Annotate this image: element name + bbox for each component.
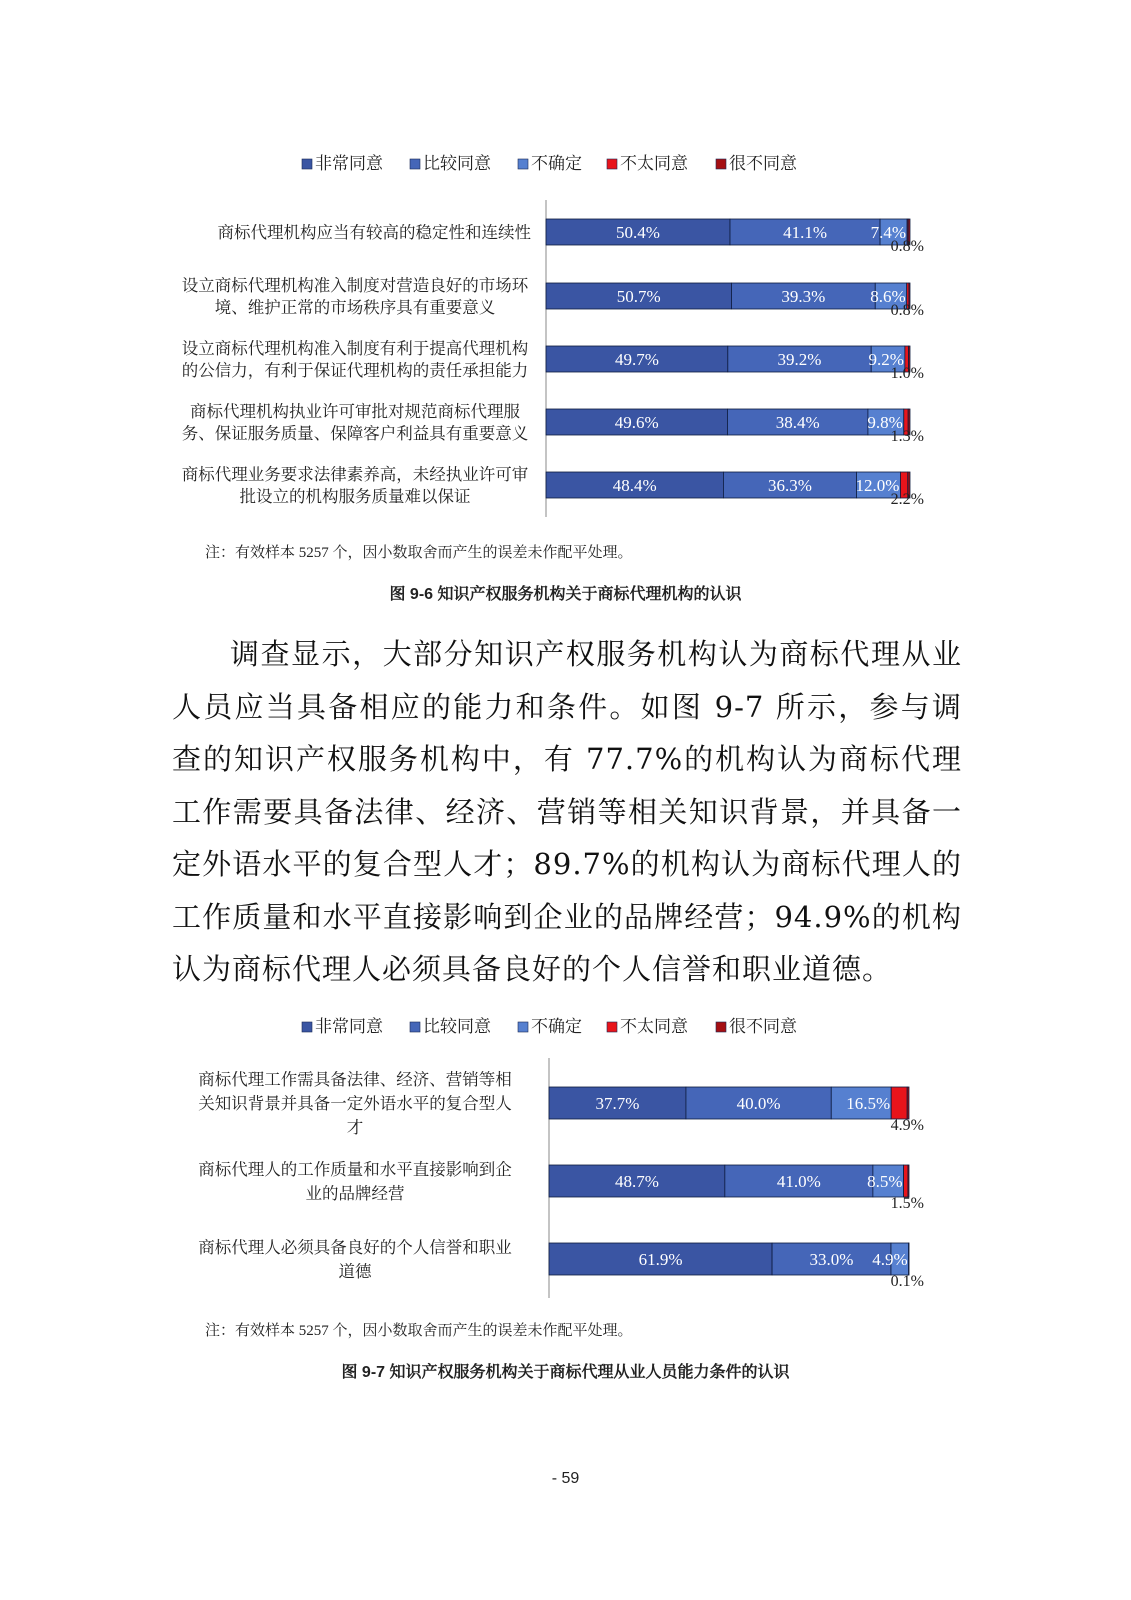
- page-number: - 59: [551, 1470, 580, 1487]
- data-label: 50.7%: [616, 287, 661, 306]
- data-label: 36.3%: [767, 476, 812, 495]
- category-label: 关知识背景并具备一定外语水平的复合型人: [198, 1094, 512, 1113]
- data-label: 33.0%: [809, 1250, 854, 1269]
- figure-note: 注：有效样本 5257 个，因小数取舍而产生的误差未作配平处理。: [205, 1323, 633, 1339]
- bar-segment: [907, 1087, 909, 1119]
- category-label: 批设立的机构服务质量难以保证: [239, 487, 471, 506]
- data-label: 39.2%: [777, 350, 822, 369]
- data-label: 4.9%: [872, 1250, 908, 1269]
- legend-swatch: [716, 159, 726, 169]
- category-label: 业的品牌经营: [305, 1184, 405, 1203]
- category-label: 商标代理业务要求法律素养高，未经执业许可审: [181, 465, 529, 484]
- data-label: 40.0%: [736, 1094, 781, 1113]
- category-label: 境、维护正常的市场秩序具有重要意义: [214, 298, 496, 317]
- legend-swatch: [302, 159, 312, 169]
- category-label: 设立商标代理机构准入制度对营造良好的市场环: [181, 276, 529, 295]
- figure-caption: 图 9-7 知识产权服务机构关于商标代理从业人员能力条件的认识: [341, 1364, 790, 1381]
- legend-swatch: [410, 159, 420, 169]
- figure-caption: 图 9-6 知识产权服务机构关于商标代理机构的认识: [389, 586, 742, 603]
- bar-segment: [908, 1165, 909, 1197]
- legend-label: 非常同意: [315, 154, 383, 174]
- outside-data-label: 1.5%: [890, 1195, 924, 1212]
- outside-data-label: 4.9%: [890, 1117, 924, 1134]
- data-label: 50.4%: [616, 223, 660, 242]
- legend-swatch: [607, 1022, 617, 1032]
- outside-data-label: 1.0%: [890, 365, 924, 382]
- legend-label: 比较同意: [423, 154, 491, 174]
- data-label: 8.5%: [867, 1172, 903, 1191]
- legend-label: 不确定: [531, 1017, 582, 1037]
- legend-label: 比较同意: [423, 1017, 491, 1037]
- figure-note: 注：有效样本 5257 个，因小数取舍而产生的误差未作配平处理。: [205, 545, 633, 561]
- chart-9-7: [0, 1000, 1131, 1320]
- category-label: 道德: [338, 1262, 372, 1281]
- data-label: 9.8%: [867, 413, 903, 432]
- legend-label: 很不同意: [729, 154, 797, 174]
- category-label: 商标代理人必须具备良好的个人信誉和职业: [198, 1238, 512, 1257]
- category-label: 商标代理机构执业许可审批对规范商标代理服: [190, 402, 520, 421]
- category-label: 商标代理机构应当有较高的稳定性和连续性: [217, 223, 531, 242]
- category-label: 务、保证服务质量、保障客户利益具有重要意义: [181, 424, 529, 443]
- data-label: 49.6%: [614, 413, 659, 432]
- legend-label: 不太同意: [620, 1017, 688, 1037]
- data-label: 49.7%: [614, 350, 659, 369]
- legend-label: 不太同意: [620, 154, 688, 174]
- category-label: 的公信力，有利于保证代理机构的责任承担能力: [181, 361, 529, 380]
- data-label: 41.0%: [776, 1172, 821, 1191]
- legend-swatch: [518, 1022, 528, 1032]
- data-label: 41.1%: [783, 223, 827, 242]
- legend-label: 不确定: [531, 154, 582, 174]
- legend-swatch: [410, 1022, 420, 1032]
- body-paragraph: 调查显示，大部分知识产权服务机构认为商标代理从业人员应当具备相应的能力和条件。如图 9-7 所示，参与调查的知识产权服务机构中，有 77.7%的机构认为商标代理工作需要具备法律、经济、营销等相关知识背景，并具备一定外语水平的复合型人才；89.7%的机构认为商标代理人的工作质量和水平直接影响到企业的品牌经营；94.9%的机构认为商标代理人必须具备良好的个人信誉和职业道德。: [172, 637, 962, 986]
- legend-label: 非常同意: [315, 1017, 383, 1037]
- chart-9-6: [0, 0, 1131, 535]
- data-label: 7.4%: [870, 223, 907, 242]
- data-label: 37.7%: [595, 1094, 640, 1113]
- legend-swatch: [607, 159, 617, 169]
- legend-swatch: [716, 1022, 726, 1032]
- outside-data-label: 1.3%: [890, 428, 924, 445]
- outside-data-label: 2.2%: [890, 491, 924, 508]
- category-label: 商标代理人的工作质量和水平直接影响到企: [198, 1160, 512, 1179]
- category-label: 商标代理工作需具备法律、经济、营销等相: [198, 1070, 512, 1089]
- data-label: 39.3%: [781, 287, 826, 306]
- bar-segment: [891, 1087, 907, 1119]
- data-label: 9.2%: [868, 350, 904, 369]
- bar-segment: [904, 1165, 908, 1197]
- data-label: 48.4%: [612, 476, 657, 495]
- data-label: 48.7%: [614, 1172, 659, 1191]
- category-label: 设立商标代理机构准入制度有利于提高代理机构: [181, 339, 529, 358]
- outside-data-label: 0.1%: [890, 1273, 924, 1290]
- outside-data-label: 0.8%: [890, 238, 924, 255]
- outside-data-label: 0.8%: [890, 302, 924, 319]
- legend-swatch: [302, 1022, 312, 1032]
- data-label: 38.4%: [775, 413, 820, 432]
- data-label: 61.9%: [638, 1250, 683, 1269]
- category-label: 才: [346, 1118, 364, 1137]
- legend-swatch: [518, 159, 528, 169]
- data-label: 8.6%: [870, 287, 906, 306]
- legend-label: 很不同意: [729, 1017, 797, 1037]
- data-label: 12.0%: [855, 476, 900, 495]
- data-label: 16.5%: [846, 1094, 891, 1113]
